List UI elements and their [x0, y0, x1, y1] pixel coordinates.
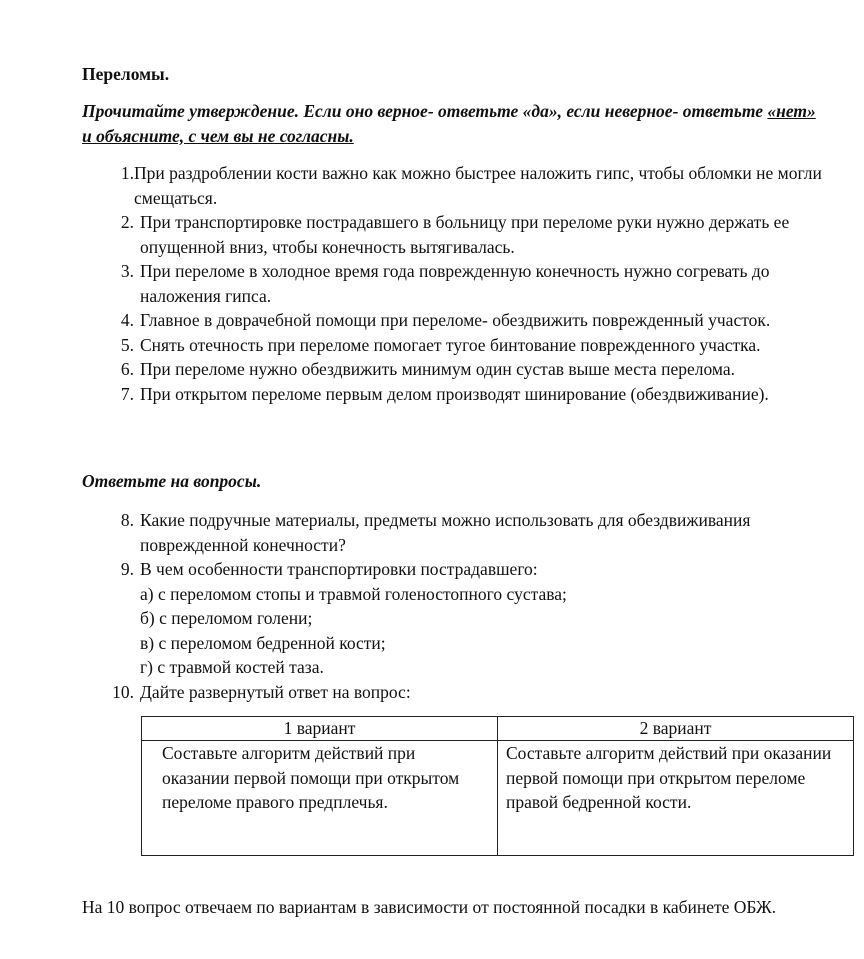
statements-list: [106, 161, 854, 406]
list-item: [106, 259, 854, 308]
list-item: [106, 308, 854, 333]
list-item: [106, 582, 854, 607]
item-number: 6.: [120, 359, 134, 379]
list-item: [106, 508, 854, 557]
item-number: [106, 582, 134, 607]
variants-table: [141, 716, 854, 856]
footer-note: На 10 вопрос отвечаем по вариантам в зависимости от постоянной посадки в кабинете ОБЖ.: [82, 897, 777, 917]
item-text: Главное в доврачебной помощи при переломе- обездвижить поврежденный участок.: [140, 310, 771, 330]
item-text: а) с переломом стопы и травмой голеностопного сустава;: [140, 583, 567, 604]
table-cell: Составьте алгоритм действий при оказании первой помощи при открытом переломе правой бедренной кости.: [498, 741, 854, 856]
item-number: [106, 606, 134, 631]
table-header: 2 вариант: [498, 717, 854, 741]
item-text: При транспортировке пострадавшего в больницу при переломе руки нужно держать ее опущенной вниз, чтобы конечность вытягивалась.: [140, 212, 790, 257]
document-title: Переломы.: [82, 64, 170, 84]
item-number: [106, 655, 134, 680]
instruction-text: Прочитайте утверждение. Если оно верное- ответьте «да», если неверное- ответьте: [82, 101, 768, 121]
list-item: [106, 606, 854, 631]
item-text: При переломе нужно обездвижить минимум один сустав выше места перелома.: [140, 359, 735, 379]
item-text: В чем особенности транспортировки пострадавшего:: [140, 559, 538, 579]
list-item: [106, 631, 854, 656]
item-number: 1.: [120, 163, 134, 183]
list-item: [106, 357, 854, 382]
item-text: Какие подручные материалы, предметы можно использовать для обездвиживания поврежденной конечности?: [140, 510, 751, 555]
item-text: При переломе в холодное время года поврежденную конечность нужно согревать до наложения гипса.: [140, 261, 770, 306]
list-item: [106, 655, 854, 680]
table-header-row: [142, 717, 854, 741]
item-number: [106, 631, 134, 656]
item-number: 3.: [120, 261, 134, 281]
questions-heading: Ответьте на вопросы.: [82, 471, 262, 491]
item-number: 9.: [120, 559, 134, 579]
item-text: б) с переломом голени;: [140, 608, 313, 628]
list-item: [106, 333, 854, 358]
item-text: При открытом переломе первым делом производят шинирование (обездвиживание).: [140, 383, 769, 404]
item-number: 5.: [120, 334, 134, 355]
questions-list: [106, 508, 854, 704]
item-number: 7.: [120, 383, 134, 404]
item-text: При раздроблении кости важно как можно быстрее наложить гипс, чтобы обломки не могли смещаться.: [134, 163, 822, 208]
item-text: Снять отечность при переломе помогает тугое бинтование поврежденного участка.: [140, 334, 761, 355]
item-number: 10.: [112, 681, 134, 702]
item-number: 8.: [120, 510, 134, 530]
item-text: в) с переломом бедренной кости;: [140, 632, 386, 653]
list-item: [106, 382, 854, 407]
item-number: 2.: [120, 212, 134, 232]
item-text: Дайте развернутый ответ на вопрос:: [140, 681, 411, 702]
list-item: [106, 161, 854, 210]
list-item: [106, 680, 854, 705]
list-item: [106, 210, 854, 259]
table-row: [142, 741, 854, 856]
instruction: [82, 99, 822, 148]
table-header: 1 вариант: [142, 717, 498, 741]
instruction-underlined-text: «нет» и объясните, с чем вы не согласны.: [82, 101, 816, 146]
list-item: [106, 557, 854, 582]
table-cell: Составьте алгоритм действий при оказании первой помощи при открытом переломе правого предплечья.: [142, 741, 498, 856]
item-text: г) с травмой костей таза.: [140, 657, 324, 677]
item-number: 4.: [120, 310, 134, 330]
